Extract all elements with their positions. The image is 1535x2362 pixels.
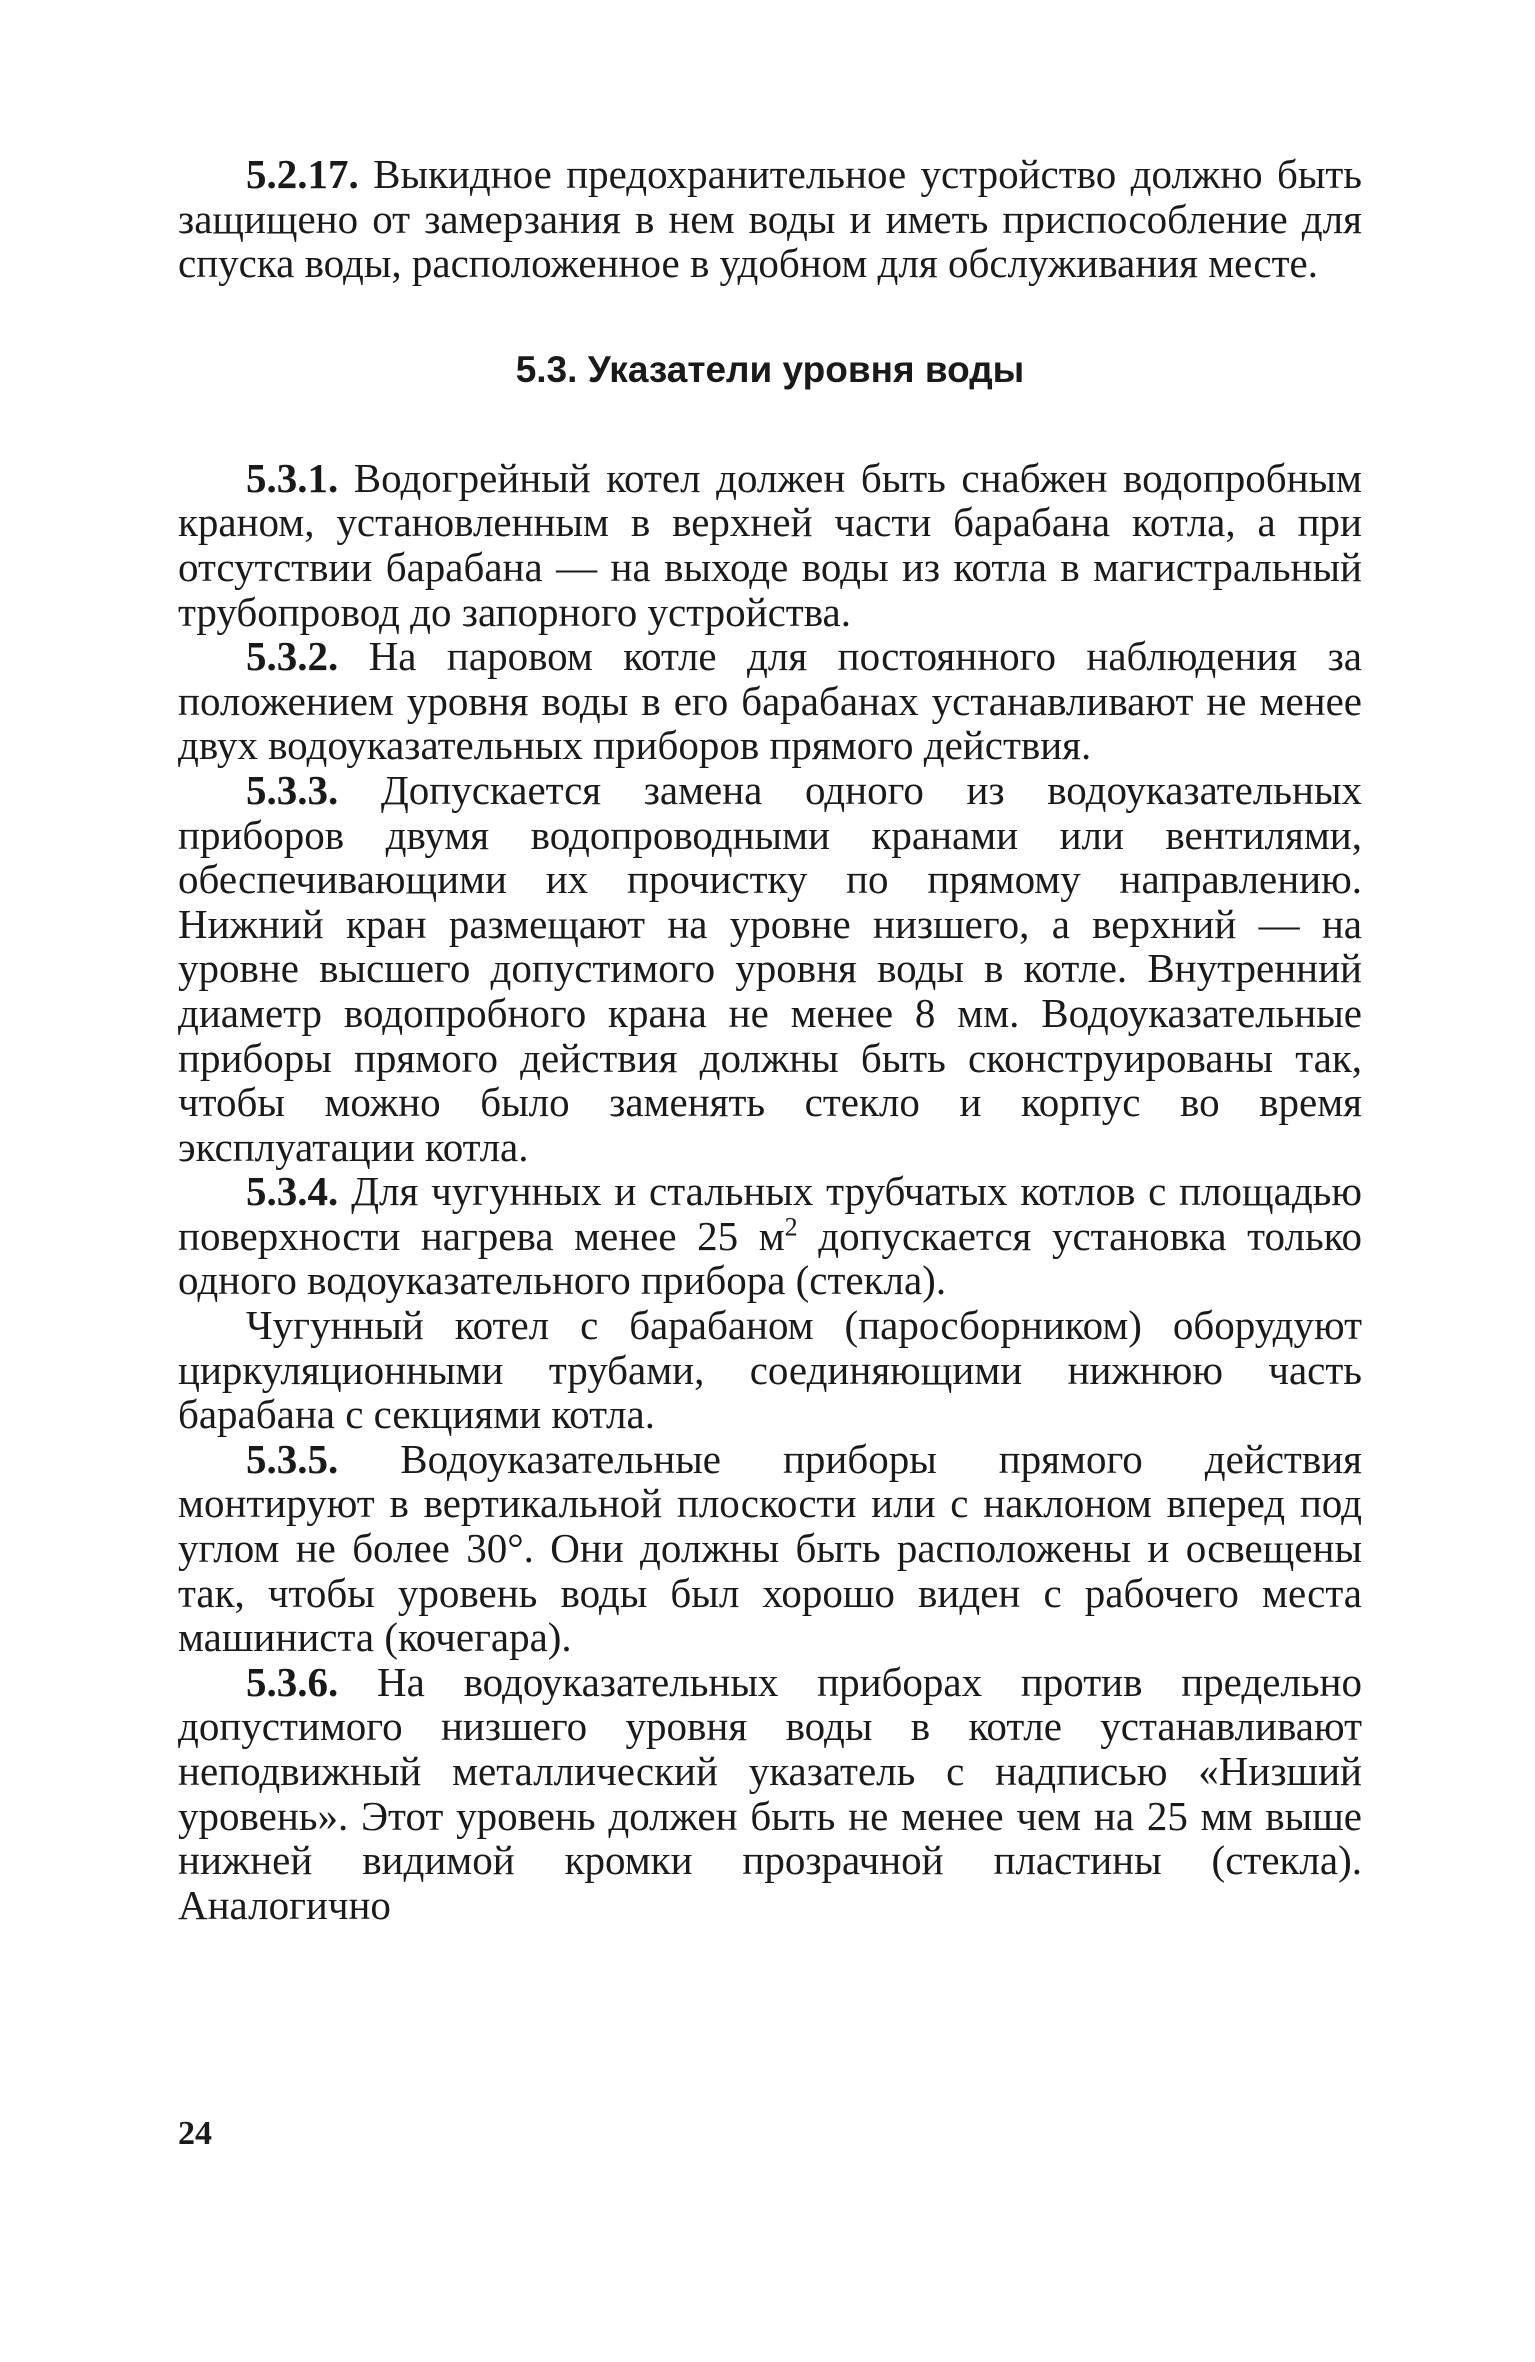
paragraph-5-2-17 (178, 152, 1362, 286)
clause-text: На водоуказательных приборах против предельно допустимого низшего уровня воды в котле устанавливают неподвижный металлический указатель с надписью «Низший уровень». Этот уровень должен быть не менее чем на 25 мм выше нижней видимой кромки прозрачной пластины (стекла). Аналогично (178, 1658, 1362, 1928)
paragraph-5-3-2 (178, 634, 1362, 768)
paragraph-5-3-1 (178, 456, 1362, 634)
paragraph-5-3-4-continuation: Чугунный котел с барабаном (паросборником) оборудуют циркуляционными трубами, соединяющими нижнюю часть барабана с секциями котла. (178, 1302, 1362, 1438)
clause-text-continued: допускается установка только одного водоуказательного прибора (стекла). (178, 1212, 1362, 1304)
clause-number: 5.2.17. (246, 151, 359, 197)
clause-number: 5.3.5. (246, 1435, 339, 1482)
clause-number: 5.3.4. (246, 1168, 339, 1215)
clause-number: 5.3.1. (246, 454, 339, 501)
clause-text: Выкидное предохранительное устройство должно быть защищено от замерзания в нем воды и иметь приспособление для спуска воды, расположенное в удобном для обслуживания месте. (178, 151, 1363, 287)
paragraph-5-3-6 (178, 1660, 1362, 1928)
clause-number: 5.3.2. (246, 633, 339, 680)
section-heading: 5.3. Указатели уровня воды (515, 348, 1025, 390)
clause-number: 5.3.3. (246, 766, 339, 813)
paragraph-5-3-5 (178, 1437, 1362, 1660)
clause-text: Водоуказательные приборы прямого действия монтируют в вертикальной плоскости или с наклоном вперед под углом не более 30°. Они должны быть расположены и освещены так, чтобы уровень воды был хорошо виден с рабочего места машиниста (кочегара). (178, 1435, 1363, 1661)
paragraph-5-3-3 (178, 768, 1362, 1169)
clause-text: Допускается замена одного из водоуказательных приборов двумя водопроводными кранами или вентилями, обеспечивающими их прочистку по прямому направлению. Нижний кран размещают на уровне низшего, а верхний — на уровне высшего допустимого уровня воды в котле. Внутренний диаметр водопробного крана не менее 8 мм. Водоуказательные приборы прямого действия должны быть сконструированы так, чтобы можно было заменять стекло и корпус во время эксплуатации котла. (178, 766, 1362, 1170)
page-number: 24 (178, 2115, 212, 2152)
superscript-two: 2 (784, 1212, 798, 1242)
clause-text: Для чугунных и стальных трубчатых котлов с площадью поверхности нагрева менее 25 м (178, 1168, 1363, 1259)
clause-text: Водогрейный котел должен быть снабжен водопробным краном, установленным в верхней части барабана котла, а при отсутствии барабана — на выходе воды из котла в магистральный трубопровод до запорного устройства. (178, 454, 1363, 635)
page-body (178, 152, 1362, 1927)
paragraph-5-3-4 (178, 1169, 1362, 1303)
clause-number: 5.3.6. (246, 1658, 339, 1705)
clause-text: На паровом котле для постоянного наблюдения за положением уровня воды в его барабанах устанавливают не менее двух водоуказательных приборов прямого действия. (178, 633, 1362, 769)
